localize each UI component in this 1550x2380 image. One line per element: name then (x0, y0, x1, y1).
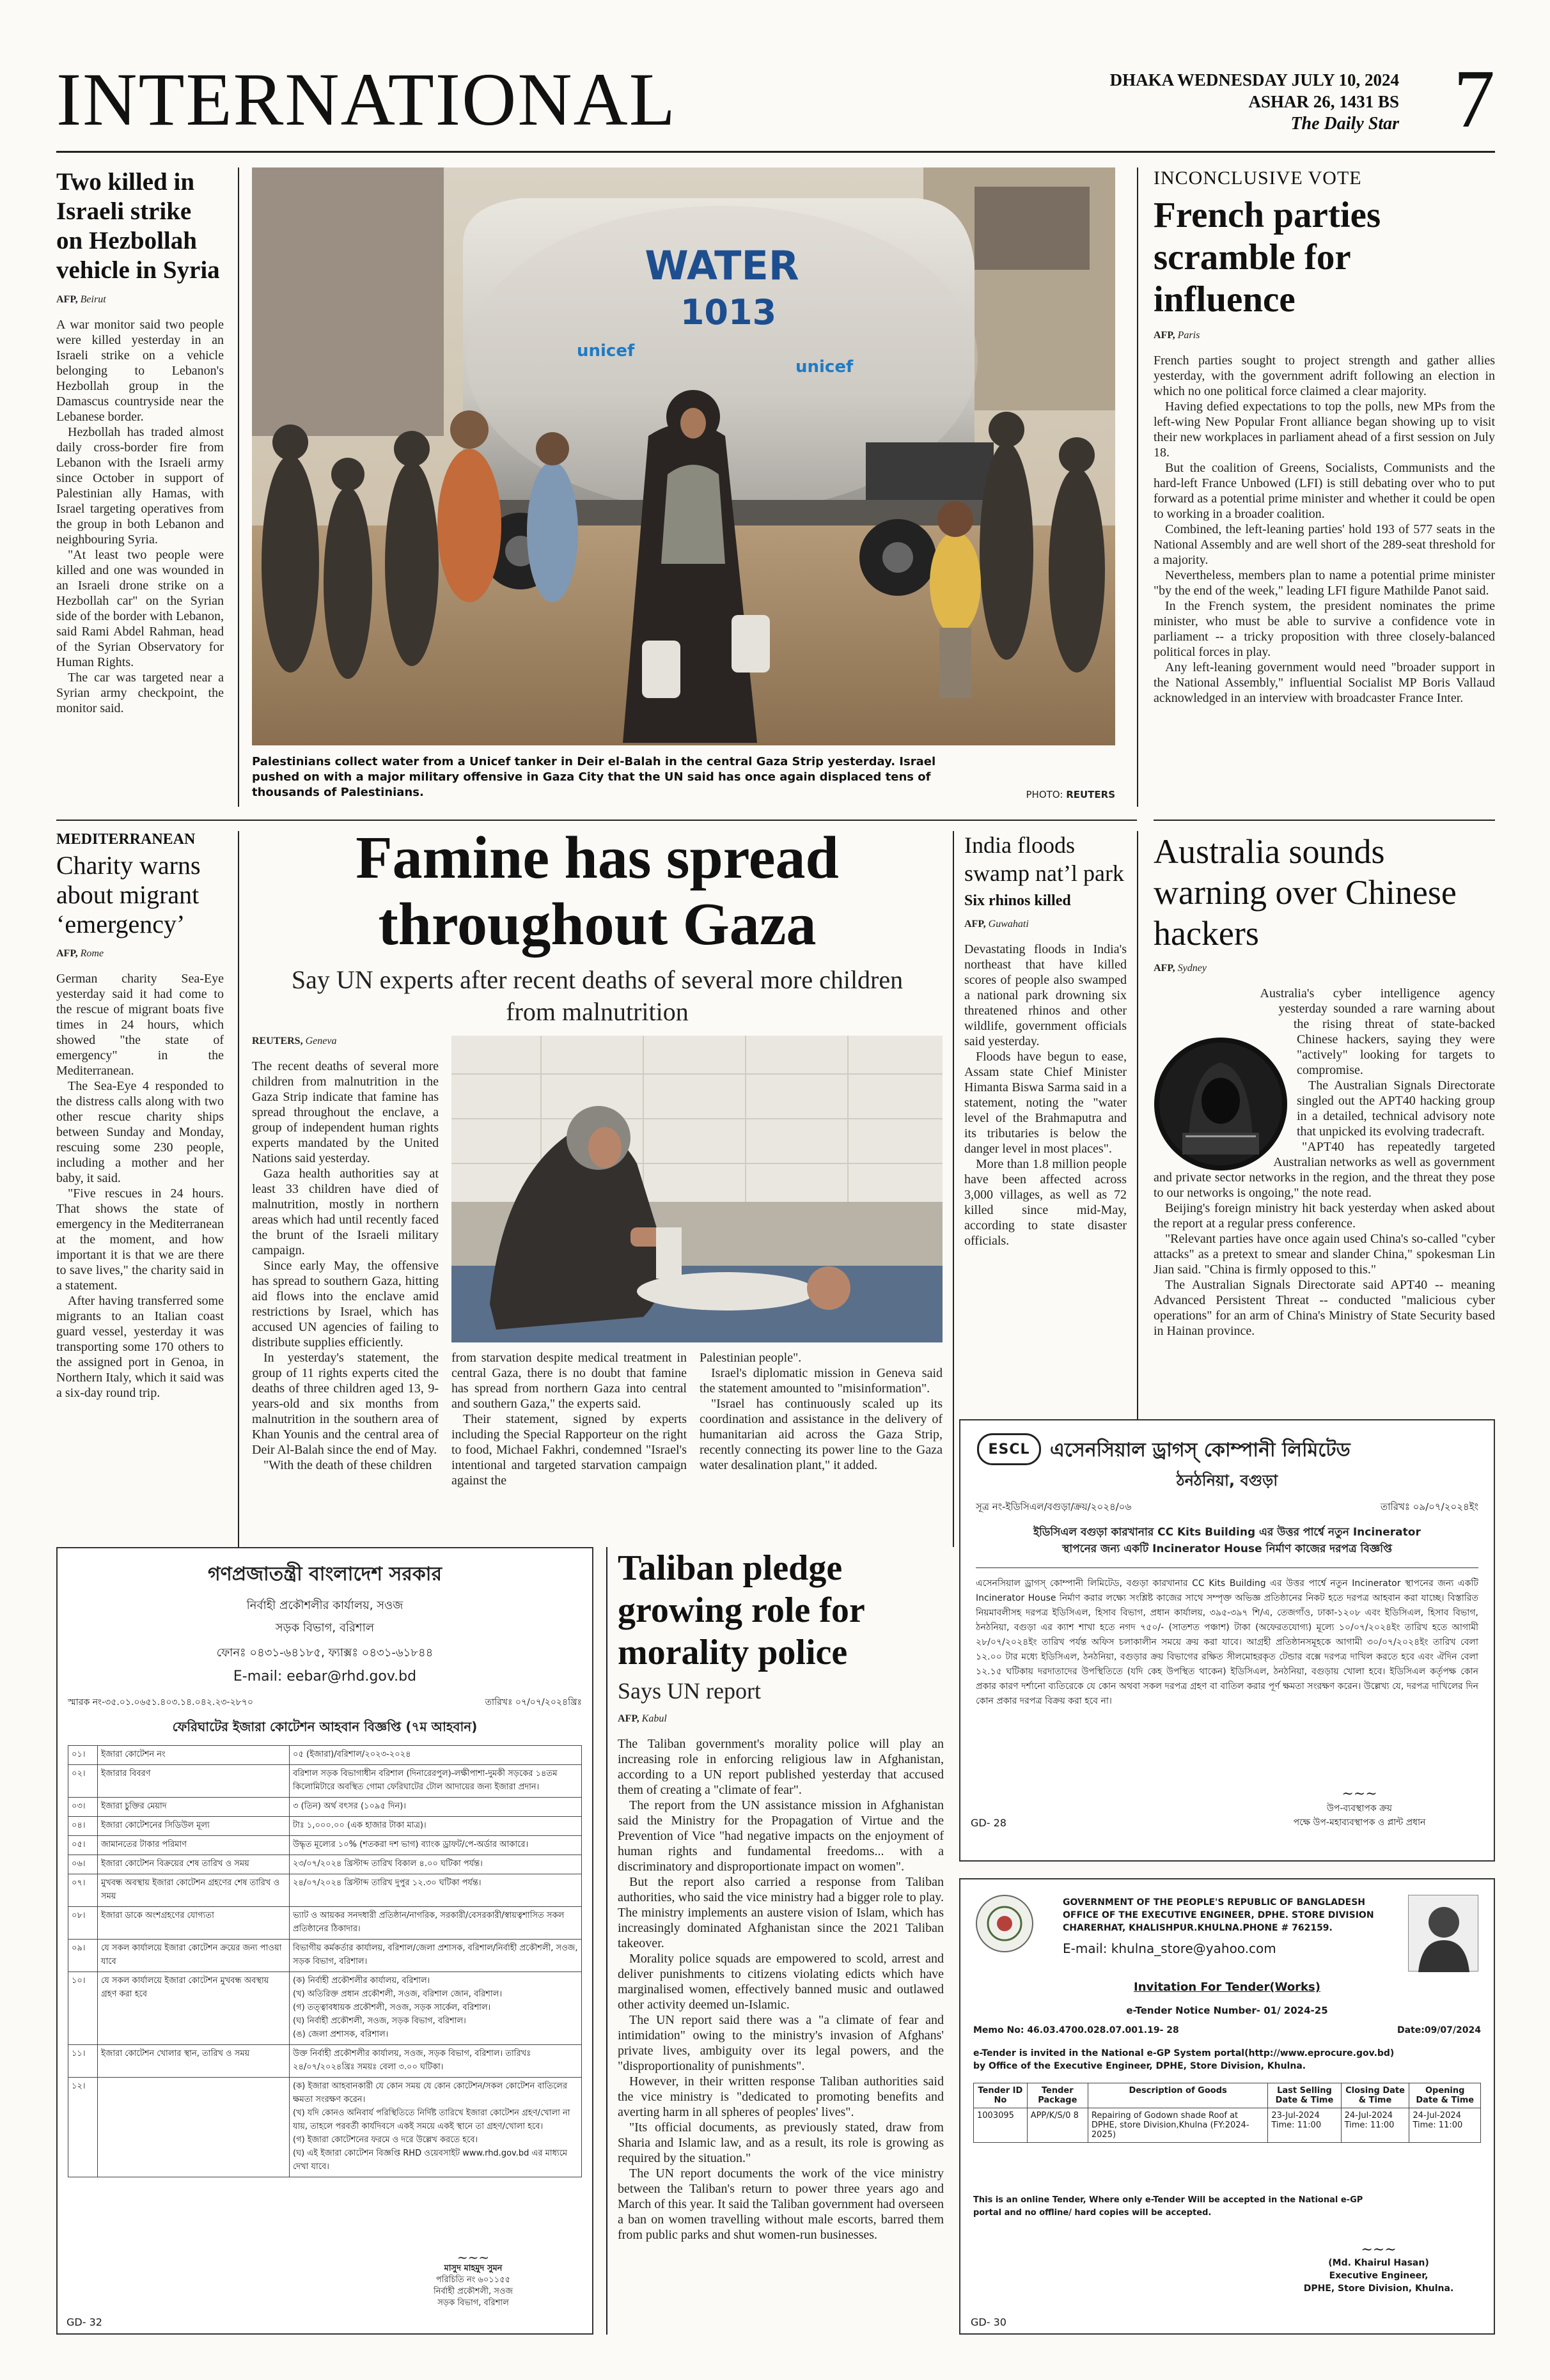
row-value: (ক) ইজারা আহবানকারী যে কোন সময় যে কোন কোটেশন/সকল কোটেশন বাতিলের ক্ষমতা সংরক্ষণ করেন। (খ) যদি কোনও অনিবার্য পরিস্থিতিতে নির্দিষ্ট তারিখে ইজারা কোটেশন গ্রহণ/খোলা না যায়, তাহলে পরবর্তী কার্যদিবসে একই সময়ে একই স্থানে তা গ্রহণ/খোলা হবে। (গ) ইজারা কোটেশনের ফরমে ও দরে উল্লেখ করতে হবে। (ঘ) এই ইজারা কোটেশন বিজ্ঞপ্তি RHD ওয়েবসাইট www.rhd.gov.bd এর মাধ্যমে দেখা যাবে। (290, 2078, 582, 2177)
row-value: ২৪/০৭/২০২৪ খ্রিস্টাব্দ তারিখ দুপুর ১২.৩০ ঘটিকা পর্যন্ত। (290, 1874, 582, 1907)
row-label: ইজারা ডাকে অংশগ্রহণের যোগ্যতা (98, 1907, 290, 1940)
row-number: ০৯। (68, 1940, 98, 1972)
india-headline: India floods swamp nat’l park (964, 832, 1124, 886)
rhd-notice-table (68, 1745, 582, 2177)
taliban-dateline: AFP, Kabul (618, 1713, 667, 1724)
table-row (68, 1836, 582, 1855)
mediterranean-body: German charity Sea-Eye yesterday said it had come to the rescue of migrant boats five times in 24 hours, which showed "the state of emergency" in the Mediterranean. The Sea-Eye 4 responded to the distress calls along with two other rescue charity ships between Sunday and Monday, rescuing some 230 people, including a mother and her baby, it said. "Five rescues in 24 hours. That shows the state of emergency in the Mediterranean at the moment, and how important it is that we are there to save lives," the charity said in a statement. After having transferred some migrants to an Italian coast guard vessel, yesterday it was transporting some 170 others to the assigned port in Genoa, in Northern Italy, which it said was a six-day round trip. (56, 972, 224, 1400)
unicef-logo-1: unicef (577, 341, 635, 361)
mediterranean-story (56, 831, 224, 1401)
dphe-email: E-mail: khulna_store@yahoo.com (1063, 1941, 1276, 1956)
india-subhead: Six rhinos killed (964, 892, 1071, 909)
table-row (68, 2045, 582, 2078)
row-value: (ক) নির্বাহী প্রকৌশলীর কার্যালয়, বরিশাল। (খ) অতিরিক্ত প্রধান প্রকৌশলী, সওজ, বরিশাল জোন, বরিশাল। (গ) তত্ত্বাবধায়ক প্রকৌশলী, সওজ, সড়ক সার্কেল, বরিশাল। (ঘ) নির্বাহী প্রকৌশলী, সওজ, সড়ক বিভাগ, বরিশাল। (ঙ) জেলা প্রশাসক, বরিশাল। (290, 1972, 582, 2045)
row-number: ০৪। (68, 1817, 98, 1836)
famine-col-1: REUTERS, Geneva The recent deaths of several more children from malnutrition in the Gaza Strip indicate that famine has spread throughout the enclave, a group of independent human rights experts mandated by the United Nations said yesterday. Gaza health authorities say at least 33 children have died of malnutrition, mostly in northern areas which had until recently faced the brunt of the Israeli military campaign. Since early May, the offensive has spread to southern Gaza, hitting aid flows into the enclave amid restrictions by Israel, which has accused UN agencies of failing to distribute supplies efficiently. In yesterday's statement, the group of 11 rights experts cited the deaths of three children aged 13, 9-years-old and six months from malnutrition in the southern area of Khan Younis and the central area of Deir Al-Balah since the end of May. "With the death of these children (252, 1036, 439, 1472)
col-rule-3 (238, 831, 239, 1547)
famine-col-2: from starvation despite medical treatment in central Gaza, there is no doubt that famine has spread from northern Gaza into central and southern Gaza," the experts said. Their statement, signed by experts including the Special Rapporteur on the right to food, Michael Fakhri, condemned "Israel's intentional and targeted starvation campaign against the (451, 1351, 687, 1488)
escl-subtitle: ঠনঠনিয়া, বগুড়া (1176, 1472, 1278, 1489)
syria-body: A war monitor said two people were killed yesterday in an Israeli strike on a vehicle belonging to Lebanon's Hezbollah group in the Damascus countryside near the Lebanese border. Hezbollah has traded almost daily cross-border fire from Lebanon with the Israeli army since October in support of Palestinian ally Hamas, with Israel targeting operatives from the group in both Lebanon and neighbouring Syria. "At least two people were killed and one was wounded in an Israeli drone strike on a Hezbollah car" on the Syrian side of the border with Lebanon, said Rami Abdel Rahman, head of the Syrian Observatory for Human Rights. The car was targeted near a Syrian army checkpoint, the monitor said. (56, 318, 224, 715)
row-label: ইজারার বিবরণ (98, 1765, 290, 1798)
row-label: যে সকল কার্যালয়ে ইজারা কোটেশন মুখবন্ধ অবস্থায় গ্রহণ করা হবে (98, 1972, 290, 2045)
row-value: উক্ত নির্বাহী প্রকৌশলীর কার্যালয়, সওজ, সড়ক বিভাগ, বরিশাল। তারিখঃ ২৪/০৭/২০২৪খ্রিঃ সময়ঃ বেলা ৩.০০ ঘটিকা। (290, 2045, 582, 2078)
table-row (68, 1746, 582, 1765)
row-label: ইজারা কোটেশন বিক্রয়ের শেষ তারিখ ও সময় (98, 1855, 290, 1874)
gaza-water-photo-image (252, 167, 1115, 745)
famine-headline-line-1: Famine has spread (356, 825, 839, 891)
taliban-subhead: Says UN report (618, 1678, 761, 1704)
rhd-ad-title: গণপ্রজাতন্ত্রী বাংলাদেশ সরকার (208, 1563, 442, 1585)
col-rule-2 (1137, 167, 1138, 807)
row-number: ১১। (68, 2045, 98, 2078)
france-body: French parties sought to project strength and gather allies yesterday, with the government adrift following an election in which no one political force claimed a clear majority. Having defied expectations to top the polls, new MPs from the left-wing New Popular Front alliance began showing up to visit their new workplaces in parliament ahead of a first session on July 18. But the coalition of Greens, Socialists, Communists and the hard-left France Unbowed (LFI) is still debating over who to put forward as a potential prime minister and whether it could be open to working in a broader coalition. Combined, the left-leaning parties' hold 193 of 577 seats in the National Assembly and are well short of the 289-seat threshold for a majority. Nevertheless, members plan to name a potential prime minister "by the end of the week," leading LFI figure Mathilde Panot said. In the French system, the president nominates the prime minister, who must be able to survive a confidence vote in parliament -- a tricky proposition with three closely-balanced political forces in play. Any left-leaning government would need "broader support in the National Assembly," influential Socialist MP Boris Vallaud acknowledged in an interview with broadcaster France Inter. (1154, 354, 1495, 705)
escl-ref: সূত্র নং-ইডিসিএল/বগুড়া/ক্রয়/২০২৪/০৬ তারিখঃ ০৯/০৭/২০২৪ইং (976, 1501, 1478, 1513)
escl-tender-ad (959, 1419, 1495, 1862)
col-rule-4 (953, 831, 954, 1547)
row-value: বিভাগীয় কর্মকর্তার কার্যালয়, বরিশাল/জেলা প্রশাসক, বরিশাল/নির্বাহী প্রকৌশলী, সওজ, সড়ক বিভাগ, বরিশাল। (290, 1940, 582, 1972)
dphe-gd: GD- 30 (971, 2316, 1006, 2328)
dphe-invitation: Invitation For Tender(Works) (1134, 1980, 1320, 1994)
row-label: ইজারা কোটেশন খোলার স্থান, তারিখ ও সময় (98, 2045, 290, 2078)
table-row (68, 1855, 582, 1874)
row-value: টাঃ ১,০০০.০০ (এক হাজার টাকা মাত্র)। (290, 1817, 582, 1836)
famine-col-3: Palestinian people". Israel's diplomatic mission in Geneva said the statement amounted to "misinformation". "Israel has continuously scaled up its coordination and assistance in the delivery of humanitarian aid across the Gaza Strip, recently connecting its power line to the Gaza water desalination plant," it added. (700, 1351, 943, 1472)
row-label: মুখবন্ধ অবস্থায় ইজারা কোটেশন গ্রহণের শেষ তারিখ ও সময় (98, 1874, 290, 1907)
row-label: জামানতের টাকার পরিমাণ (98, 1836, 290, 1855)
row-label: যে সকল কার্যালয়ে ইজারা কোটেশন ক্রয়ের জন্য পাওয়া যাবে (98, 1940, 290, 1972)
famine-headline-line-2: throughout Gaza (378, 891, 817, 958)
row-value: উদ্ধৃত মূল্যের ১০% (শতকরা দশ ভাগ) ব্যাংক ড্রাফট/পে-অর্ডার আকারে। (290, 1836, 582, 1855)
table-row (68, 2078, 582, 2177)
portrait-glyph (1409, 1895, 1479, 1972)
masthead-rule (56, 151, 1495, 153)
row-label: ইজারা কোটেশনের সিডিউল মূল্য (98, 1817, 290, 1836)
row-value: বরিশাল সড়ক বিভাগাধীন বরিশাল (দিনারেরপুল)-লক্ষীপাশা-দুমকী সড়কের ১৪তম কিলোমিটারে অবস্থিত গোমা ফেরিঘাটের টোল আদায়ের জন্য ইজারা প্রদান। (290, 1765, 582, 1798)
taliban-headline: Taliban pledge growing role for morality police (618, 1548, 865, 1672)
escl-title: এসেনসিয়াল ড্রাগস্ কোম্পানী লিমিটেড (1050, 1439, 1350, 1461)
malnutrition-photo (451, 1036, 943, 1342)
hacker-photo (1154, 1031, 1288, 1178)
rhd-tender-ad (56, 1547, 593, 2335)
france-kicker: INCONCLUSIVE VOTE (1154, 167, 1362, 189)
dphe-tender-ad (959, 1878, 1495, 2335)
rhd-notice-title: ফেরিঘাটের ইজারা কোটেশন আহবান বিজ্ঞপ্তি (৭ম আহবান) (172, 1719, 478, 1734)
australia-story (1154, 831, 1495, 1339)
table-row (68, 1940, 582, 1972)
dphe-tender-table: Tender ID No Tender Package Description of Goods Last Selling Date & Time Closing Date & Time Opening Date & Time 1003095 APP/K/S/0 8 Repairing of Godown shade Roof at DPHE, store Division,Khulna (FY:2024-2025) 23-Jul-2024 Time: 11:00 24-Jul-2024 Time: 11:00 24-Jul-2024 Time: 11:00 (973, 2083, 1481, 2143)
france-story (1154, 167, 1495, 706)
dphe-memo: Memo No: 46.03.4700.028.07.001.19- 28 Date:09/07/2024 (973, 2025, 1481, 2035)
mediterranean-headline: Charity warns about migrant ‘emergency’ (56, 851, 201, 938)
govt-emblem-glyph (985, 1904, 1024, 1943)
portrait-icon (1408, 1895, 1478, 1972)
row-number: ১২। (68, 2078, 98, 2177)
row-label: ইজারা কোটেশন নং (98, 1746, 290, 1765)
col-rule-1 (238, 167, 239, 807)
taliban-body: The Taliban government's morality police will play an increasing role in enforcing religious law in Afghanistan, according to a UN report published yesterday that accused them of creating a "climate of fear". The report from the UN assistance mission in Afghanistan said the Ministry for the Propagation of Virtue and the Prevention of Vice "had negative impacts on the enjoyment of human rights and fundamental freedoms... with a discriminatory and disproportionate impact on women". But the report also carried a response from Taliban authorities, who said the vice ministry had a bigger role to play. The ministry implements an austere vision of Islam, which has increasingly dominated Afghanistan since the 2021 Taliban takeover. Morality police squads are empowered to scold, arrest and deliver punishments to citizens violating edicts which have marginalised women, effectively banned music and outlawed other activity deemed un-Islamic. The UN report said there was a "a climate of fear and intimidation" owing to the ministry's invasion of Afghans' private lives, ambiguity over its legal powers, and the "disproportionality of punishments". However, in their written response Taliban authorities said the vice ministry is "dedicated to promoting benefits and averting harm in all spheres of peoples' lives". "Its official documents, as previously stated, draw from Sharia and Islamic law, and as a result, its role is growing as required by the situation." The UN report documents the work of the vice ministry between the Taliban's return to power three years ago and March of this year. It said the Taliban government had overseen a ban on women travelling without male escorts, barred them from public parks and shut women-run businesses. (618, 1737, 944, 2242)
france-dateline: AFP, Paris (1154, 330, 1200, 341)
hacker-photo-image (1154, 1031, 1288, 1178)
escl-gd: GD- 28 (971, 1817, 1006, 1829)
table-row (68, 1907, 582, 1940)
tanker-label: WATER (645, 242, 799, 289)
row-value: ২৩/০৭/২০২৪ খ্রিস্টাব্দ তারিখ বিকাল ৪.০০ ঘটিকা পর্যন্ত। (290, 1855, 582, 1874)
table-row (68, 1765, 582, 1798)
rhd-ad-memo: স্মারক নং-৩৫.০১.০৬৫১.৪০৩.১৪.০৪২.২৩-২৮৭০ তারিখঃ ০৭/০৭/২০২৪খ্রিঃ (68, 1697, 582, 1707)
table-row (68, 1874, 582, 1907)
section-title: INTERNATIONAL (56, 58, 677, 141)
dphe-footer-note: This is an online Tender, Where only e-Tender Will be accepted in the National e-GP portal and no offline/ hard copies will be accepted. (973, 2195, 1363, 2218)
australia-body: Australia's cyber intelligence agency yesterday sounded a rare warning about the rising threat of state-backed Chinese hackers, saying they were "actively" looking for targets to compromise. The Australian Signals Directorate singled out the APT40 hacking group in a detailed, technical advisory note that unpicked its evolving tradecraft. "APT40 has repeatedly targeted Australian networks as well as government and private sector networks in the region, and the threat they pose to our networks is ongoing," the note read. Beijing's foreign ministry hit back yesterday when asked about the report at a regular press conference. "Relevant parties have once again used China's so-called "cyber attacks" as a pretext to smear and slander China," spokesman Lin Jian said. "China is firmly opposed to this." The Australian Signals Directorate said APT40 -- meaning Advanced Persistent Threat -- conducted "malicious cyber operations" for an arm of China's Ministry of State Security based in Hainan province. (1154, 986, 1495, 1338)
row-number: ০৩। (68, 1798, 98, 1817)
india-story (964, 831, 1127, 1248)
tanker-number: 1013 (680, 292, 777, 332)
table-row (68, 1798, 582, 1817)
row-value: ০৫ (ইজারা)/বরিশাল/২০২৩-২০২৪ (290, 1746, 582, 1765)
row-value: ভ্যাট ও আয়কর সনদধারী প্রতিষ্ঠান/নাগরিক, সরকারী/বেসরকারী/স্বায়ত্বশাসিত সকল প্রতিষ্ঠানের ঠিকাদার। (290, 1907, 582, 1940)
dphe-notice-number: e-Tender Notice Number- 01/ 2024-25 (1126, 2005, 1328, 2016)
mediterranean-dateline: AFP, Rome (56, 948, 104, 959)
famine-dateline: REUTERS, Geneva (252, 1036, 337, 1046)
table-row (68, 1817, 582, 1836)
row-label (98, 2078, 290, 2177)
dphe-invite-text: e-Tender is invited in the National e-GP System portal(http://www.eprocure.gov.bd) by Office of the Executive Engineer, DPHE, Store Division, Khulna. (973, 2048, 1395, 2071)
table-row: 1003095 APP/K/S/0 8 Repairing of Godown shade Roof at DPHE, store Division,Khulna (FY:2024-2025) 23-Jul-2024 Time: 11:00 24-Jul-2024 Time: 11:00 24-Jul-2024 Time: 11:00 (974, 2108, 1481, 2143)
escl-signature: ~~~ (1342, 1786, 1377, 1802)
taliban-story (618, 1547, 944, 2243)
masthead-dateline: DHAKA WEDNESDAY JULY 10, 2024 (1109, 70, 1399, 89)
india-body: Devastating floods in India's northeast that have killed scores of people also swamped a national park drowning six threatened rhinos and other wildlife, government officials said yesterday. Floods have begun to ease, Assam state Chief Minister Himanta Biswa Sarma said in a statement, noting the "water level of the Brahmaputra and its tributaries is below the danger level in most places". More than 1.8 million people have been affected across 3,000 villages, as well as 72 killed since mid-May, according to state disaster officials. (964, 942, 1127, 1248)
row-number: ০৭। (68, 1874, 98, 1907)
row-value: ৩ (তিন) অর্থ বৎসর (১০৯৫ দিন)। (290, 1798, 582, 1817)
photo-credit: PHOTO: REUTERS (1026, 789, 1115, 800)
masthead-bangla-date: ASHAR 26, 1431 BS (1248, 92, 1399, 111)
escl-signature-block: ~~~ উপ-ব্যবস্থাপক ক্রয় পক্ষে উপ-মহাব্যবস্থাপক ও প্লান্ট প্রধান (1251, 1787, 1468, 1830)
row-label: ইজারা চুক্তির মেয়াদ (98, 1798, 290, 1817)
rhd-gd: GD- 32 (67, 2316, 102, 2328)
famine-subhead: Say UN experts after recent deaths of several more children from malnutrition (291, 965, 904, 1026)
rhd-ad-phone: ফোনঃ ০৪৩১-৬৪১৮৫, ফ্যাক্সঃ ০৪৩১-৬১৮৪৪ (216, 1646, 434, 1660)
rhd-ad-line1: নির্বাহী প্রকৌশলীর কার্যালয়, সওজ (246, 1599, 403, 1612)
syria-story (56, 167, 224, 716)
escl-notice-heading: ইডিসিএল বগুড়া কারখানার CC Kits Building এর উত্তর পার্শ্বে নতুন Incinerator স্থাপনের জন্য একটি Incinerator House নির্মাণ কাজের দরপত্র বিজ্ঞপ্তি (1033, 1526, 1421, 1555)
rhd-signature-block: ~~~ মাসুদ মাহমুদ সুমন পরিচিতি নং ৬০১১৫৫ নির্বাহী প্রকৌশলী, সওজ সড়ক বিভাগ, বরিশাল (377, 2252, 569, 2309)
escl-logo: ESCL (977, 1433, 1041, 1465)
rhd-ad-email: E-mail: eebar@rhd.gov.bd (233, 1668, 417, 1684)
dphe-signature-block: ~~~ (Md. Khairul Hasan) Executive Engineer, DPHE, Store Division, Khulna. (1283, 2244, 1475, 2295)
france-headline: French parties scramble for influence (1154, 195, 1381, 320)
paper-logo: The Daily Star (1290, 114, 1399, 134)
row-number: ১০। (68, 1972, 98, 2045)
masthead (56, 53, 1495, 145)
row-number: ০৬। (68, 1855, 98, 1874)
syria-headline: Two killed in Israeli strike on Hezbollah vehicle in Syria (56, 168, 220, 284)
malnutrition-photo-image (451, 1036, 943, 1342)
dphe-signature: ~~~ (1361, 2242, 1397, 2258)
row-number: ০৫। (68, 1836, 98, 1855)
row-number: ০৮। (68, 1907, 98, 1940)
escl-body: এসেনসিয়াল ড্রাগস্ কোম্পানী লিমিটেড, বগুড়া কারখানার CC Kits Building এর উত্তর পার্শ্বে নতুন Incinerator স্থাপনের জন্য একটি Incinerator House নির্মাণ করার লক্ষ্যে সংশ্লিষ্ট কাজের সাথে সম্পৃক্ত অভিজ্ঞ প্রতিষ্ঠানের নিকট হতে দরপত্র আহবান করা যাচ্ছে। বিস্তারিত নিয়মাবলীসহ দরপত্র ইডিসিএল, হিসাব বিভাগ, প্রধান কার্যালয়, ৩৯৫-৩৯৭ শি/এ, তেজগাঁও, ঢাকা-১২০৮ এবং ইডিসিএল, হিসাব বিভাগ, ঠনঠনিয়া, বগুড়া এর ক্যাশ শাখা হতে নগদ ৭৫০/- (সাতশত পঞ্চাশ) টাকা (অফেরতযোগ্য) মূল্যে ১০/০৭/২০২৪ইং তারিখ হতে আগামী ২৮/০৭/২০২৪ইং তারিখ পর্যন্ত অফিস চলাকালীন সময়ে ক্রয় করা যাবে। আগ্রহী প্রতিষ্ঠানসমূহকে আগামী ৩০/০৭/২০২৪ইং তারিখ বেলা ১২.০০ টার মধ্যে ইডিসিএল, ঠনঠনিয়া, বগুড়ার ক্রয় বিভাগের রক্ষিত সীলমোহরকৃত টেন্ডার বক্সে দরপত্র দাখিল করতে হবে এবং ঐদিন বেলা ১২.১৫ ঘটিকায় দরদাতাদের উপস্থিতিতে (যদি কেহ উপস্থিত থাকেন) ইডিসিএল, ঠনঠনিয়া, বগুড়ায় খোলা হবে। ইডিসিএল কর্তৃপক্ষ কোন প্রকার কারণ দর্শানো ব্যতিরেকে যে কোন অথবা সকল দরপত্র গ্রহণ বা বাতিল করার পূর্ণ ক্ষমতা সংরক্ষণ করেন। উল্লেখ্য যে, দরপত্র দাখিলের দিন কোন প্রকার দরপত্র বিক্রয় করা হবে না। (976, 1578, 1478, 1706)
australia-headline: Australia sounds warning over Chinese hackers (1154, 832, 1457, 953)
mid-rule-left (56, 820, 1137, 821)
dphe-table-wrap (973, 2083, 1481, 2143)
row-number: ০২। (68, 1765, 98, 1798)
page-number: 7 (1453, 53, 1495, 145)
govt-emblem-icon (976, 1895, 1033, 1952)
table-row (68, 1972, 582, 2045)
rhd-ad-line2: সড়ক বিভাগ, বরিশাল (275, 1621, 375, 1635)
mediterranean-kicker: MEDITERRANEAN (56, 831, 196, 848)
photo-caption-text: Palestinians collect water from a Unicef tanker in Deir el-Balah in the central Gaza Strip yesterday. Israel pushed on with a major military offensive in Gaza City that the UN said has once again displaced tens of thousands of Palestinians. (252, 755, 936, 799)
mid-rule-right (1154, 820, 1495, 821)
unicef-logo-2: unicef (795, 357, 854, 377)
col-rule-6 (606, 1547, 607, 2335)
syria-dateline: AFP, Beirut (56, 294, 106, 305)
dphe-header: GOVERNMENT OF THE PEOPLE'S REPUBLIC OF BANGLADESH OFFICE OF THE EXECUTIVE ENGINEER, DPHE. STORE DIVISION CHARERHAT, KHALISHPUR.KHULNA.PHONE # 762159. (1063, 1897, 1374, 1933)
row-number: ০১। (68, 1746, 98, 1765)
rhd-signature: ~~~ (457, 2250, 490, 2265)
gaza-water-photo (252, 167, 1115, 745)
rhd-table-wrap (68, 1745, 582, 2177)
gaza-photo-caption (252, 754, 1115, 800)
australia-dateline: AFP, Sydney (1154, 963, 1207, 974)
famine-story (252, 825, 943, 1028)
india-dateline: AFP, Guwahati (964, 919, 1029, 929)
